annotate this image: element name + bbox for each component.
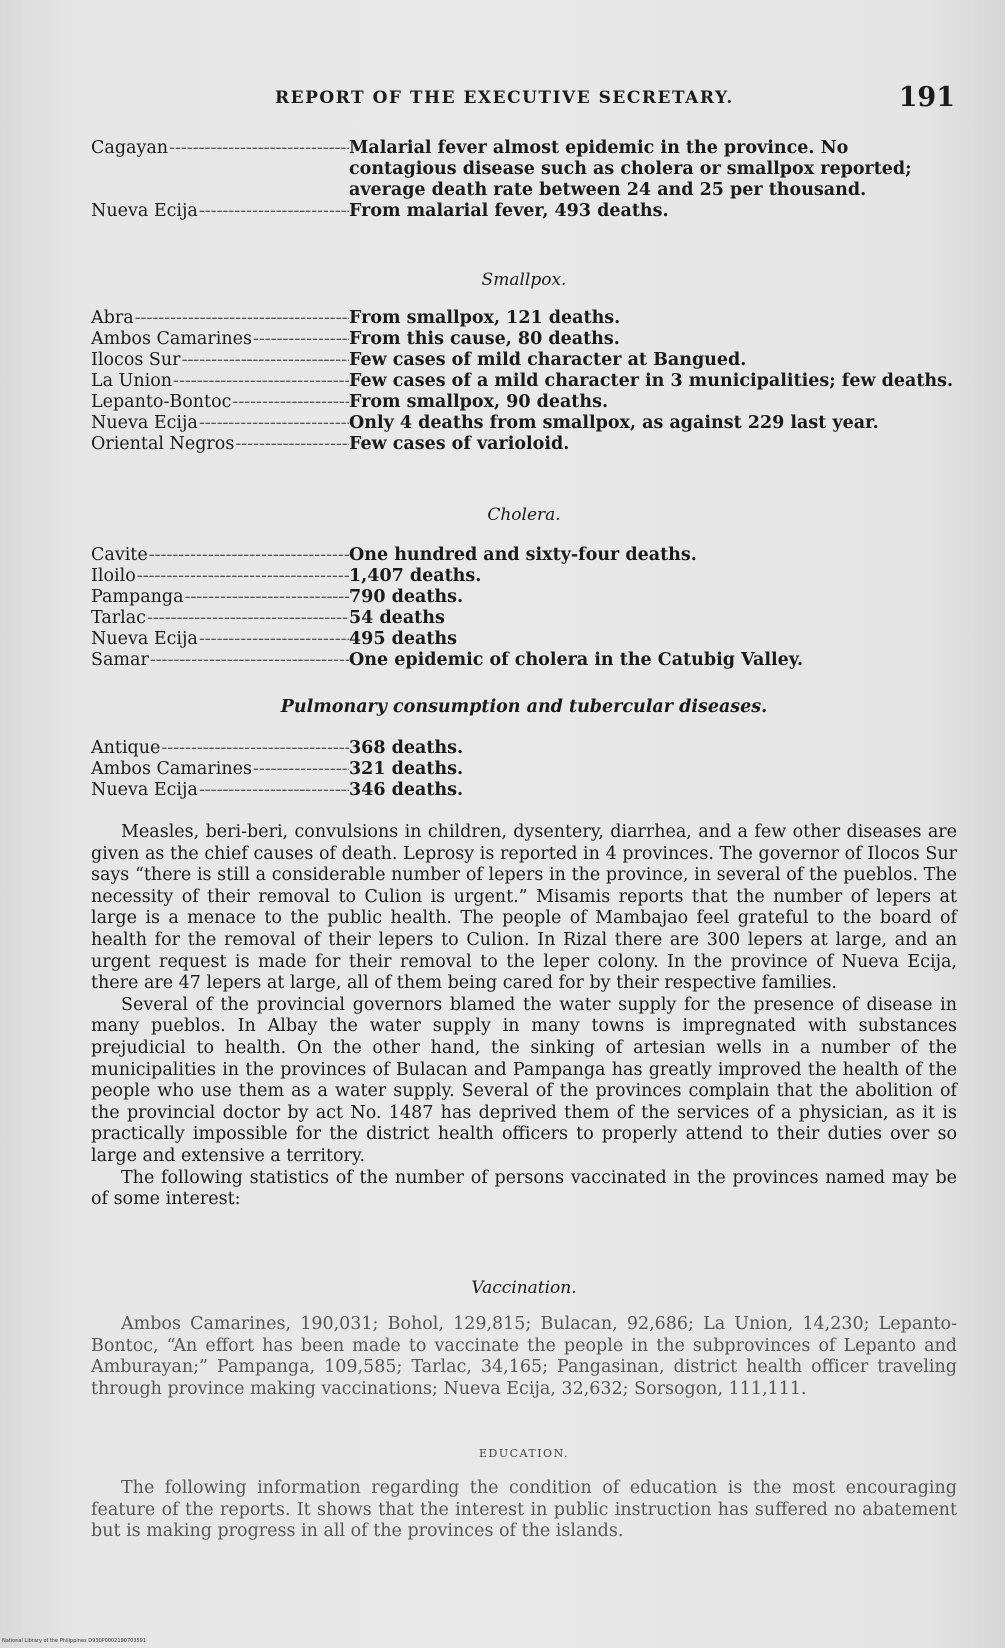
entry-text: 321 deaths. [349, 759, 464, 779]
entry-text: 346 deaths. [349, 780, 464, 800]
entry-text: From smallpox, 121 deaths. [349, 308, 621, 328]
entry-text: Few cases of mild character at Bangued. [349, 350, 747, 370]
list-item [91, 392, 957, 413]
paragraph-vaccination: Ambos Camarines, 190,031; Bohol, 129,815; Bulacan, 92,686; La Union, 14,230; Lepanto-Bontoc, “An effort has been made to vaccinate the people in the subprovinces of Lepanto and Amburayan;” Pampanga, 109,585; Tarlac, 34,165; Pangasinan, district health officer traveling through province making vaccinations; Nueva Ecija, 32,632; Sorsogon, 111,111. [91, 1314, 957, 1399]
list-item [91, 566, 957, 587]
section-heading-education: EDUCATION. [479, 1447, 569, 1460]
paragraph-vaccination-intro: The following statistics of the number of persons vaccinated in the provinces named may be of some interest: [91, 1167, 957, 1210]
province-name: Samar ----- [91, 650, 349, 671]
list-item [91, 308, 957, 329]
list-item [91, 138, 957, 201]
entry-text: One hundred and sixty-four deaths. [349, 545, 697, 565]
province-name: Cagayan ----- [91, 138, 349, 159]
paragraph-leprosy: Measles, beri-beri, convulsions in children, dysentery, diarrhea, and a few other diseases are given as the chief causes of death. Leprosy is reported in 4 provinces. The governor of Ilocos Sur says “there is still a considerable number of lepers in the province, in several of the pueblos. The necessity of their removal to Culion is urgent.” Misamis reports that the number of lepers at large is a menace to the public health. The people of Mambajao feel grateful to the board of health for the removal of their lepers to Culion. In Rizal there are 300 lepers at large, and an urgent request is made for their removal to the leper colony. In the province of Nueva Ecija, there are 47 lepers at large, all of them being cared for by their respective families. [91, 822, 957, 994]
entry-text: 54 deaths [349, 608, 445, 628]
province-name: Nueva Ecija ----- [91, 780, 349, 801]
list-item [91, 780, 957, 801]
province-name: Oriental Negros ----- [91, 434, 349, 455]
province-name: Ilocos Sur ----- [91, 350, 349, 371]
province-name: Lepanto-Bontoc ----- [91, 392, 349, 413]
entry-text: 1,407 deaths. [349, 566, 482, 586]
entry-text: 790 deaths. [349, 587, 464, 607]
running-title: REPORT OF THE EXECUTIVE SECRETARY. [275, 88, 734, 108]
province-name: Pampanga ----- [91, 587, 349, 608]
entry-text: Only 4 deaths from smallpox, as against 229 last year. [349, 413, 879, 433]
province-name: Nueva Ecija ----- [91, 413, 349, 434]
list-item [91, 434, 957, 455]
list-item [91, 545, 957, 566]
list-item [91, 350, 957, 371]
body-text [91, 822, 957, 1211]
list-item [91, 650, 957, 671]
entry-text: Few cases of a mild character in 3 municipalities; few deaths. [349, 371, 954, 391]
list-item [91, 201, 957, 222]
province-name: Tarlac ----- [91, 608, 349, 629]
page-header [90, 82, 955, 122]
province-name: Nueva Ecija ----- [91, 629, 349, 650]
cholera-list [91, 545, 957, 671]
list-item [91, 629, 957, 650]
province-name: La Union ----- [91, 371, 349, 392]
smallpox-list [91, 308, 957, 455]
province-name: Ambos Camarines ----- [91, 759, 349, 780]
paragraph-education: The following information regarding the condition of education is the most encouraging feature of the reports. It shows that the interest in public instruction has suffered no abatement but is making progress in all of the provinces of the islands. [91, 1478, 957, 1542]
entry-text: 495 deaths [349, 629, 457, 649]
page-number: 191 [898, 82, 955, 113]
list-item [91, 329, 957, 350]
province-name: Nueva Ecija ----- [91, 201, 349, 222]
province-name: Abra ----- [91, 308, 349, 329]
list-item [91, 608, 957, 629]
list-item [91, 371, 957, 392]
section-heading-cholera: Cholera. [487, 505, 561, 525]
section-heading-vaccination: Vaccination. [471, 1278, 577, 1298]
province-name: Antique ----- [91, 738, 349, 759]
entry-text: 368 deaths. [349, 738, 464, 758]
list-item [91, 413, 957, 434]
province-name: Cavite ----- [91, 545, 349, 566]
list-item [91, 738, 957, 759]
malaria-list [91, 138, 957, 222]
entry-text: Malarial fever almost epidemic in the province. No contagious disease such as cholera or smallpox reported; average death rate between 24 and 25 per thousand. [349, 138, 912, 200]
footer-attribution: National Library of the Philippines D930P0002190703591 [2, 1638, 146, 1644]
province-name: Iloilo ----- [91, 566, 349, 587]
pulmonary-list [91, 738, 957, 801]
education-text [91, 1478, 957, 1543]
list-item [91, 759, 957, 780]
list-item [91, 587, 957, 608]
entry-text: Few cases of varioloid. [349, 434, 570, 454]
entry-text: From malarial fever, 493 deaths. [349, 201, 669, 221]
entry-text: From this cause, 80 deaths. [349, 329, 620, 349]
vaccination-text [91, 1314, 957, 1400]
entry-text: From smallpox, 90 deaths. [349, 392, 609, 412]
province-name: Ambos Camarines ----- [91, 329, 349, 350]
paragraph-water-supply: Several of the provincial governors blamed the water supply for the presence of disease in many pueblos. In Albay the water supply in many towns is impregnated with substances prejudicial to health. On the other hand, the sinking of artesian wells in a number of the municipalities in the provinces of Bulacan and Pampanga has greatly improved the health of the people who use them as a water supply. Several of the provinces complain that the abolition of the provincial doctor by act No. 1487 has deprived them of the services of a physician, as it is practically impossible for the district health officers to properly attend to their duties over so large and extensive a territory. [91, 994, 957, 1166]
entry-text: One epidemic of cholera in the Catubig Valley. [349, 650, 804, 670]
section-heading-pulmonary: Pulmonary consumption and tubercular diseases. [280, 697, 768, 717]
section-heading-smallpox: Smallpox. [481, 270, 567, 290]
